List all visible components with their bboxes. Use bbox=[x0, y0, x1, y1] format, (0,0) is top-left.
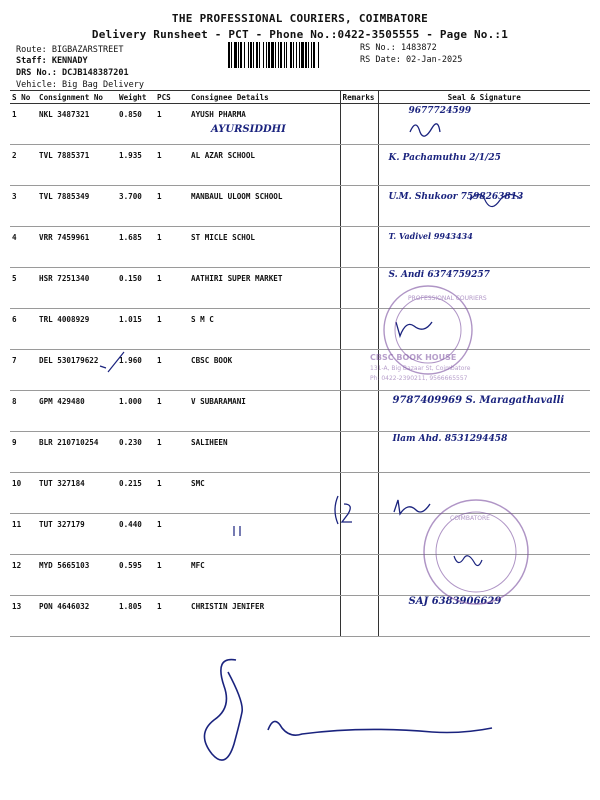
table-header bbox=[10, 91, 590, 104]
barcode-bar bbox=[266, 42, 267, 68]
barcode-bar bbox=[284, 42, 285, 68]
cell-sno: 8 bbox=[10, 391, 37, 432]
cell-consignee bbox=[189, 104, 340, 145]
cell-pcs: 1 bbox=[155, 514, 189, 555]
cell-remarks bbox=[340, 350, 378, 391]
cell-sno: 12 bbox=[10, 555, 37, 596]
table-row bbox=[10, 432, 590, 473]
cell-remarks bbox=[340, 555, 378, 596]
staff-label: Staff: KENNADY bbox=[16, 56, 88, 66]
cell-signature bbox=[378, 309, 590, 350]
table-row bbox=[10, 268, 590, 309]
cell-sno: 10 bbox=[10, 473, 37, 514]
cell-consignment: GPM 429480 bbox=[37, 391, 117, 432]
cell-pcs: 1 bbox=[155, 227, 189, 268]
cell-sno: 13 bbox=[10, 596, 37, 637]
cell-signature bbox=[378, 104, 590, 145]
col-weight: Weight bbox=[117, 91, 155, 104]
signature-note: K. Pachamuthu 2/1/25 bbox=[388, 153, 501, 163]
runsheet-title: Delivery Runsheet - PCT - Phone No.:0422-3505555 - Page No.:1 bbox=[91, 28, 509, 41]
cell-consignment: MYD 5665103 bbox=[37, 555, 117, 596]
cell-remarks bbox=[340, 145, 378, 186]
cell-consignee: MANBAUL ULOOM SCHOOL bbox=[189, 186, 340, 227]
signature-note: 9787409969 S. Maragathavalli bbox=[392, 395, 565, 406]
barcode-bar bbox=[271, 42, 274, 68]
barcode-bar bbox=[286, 42, 287, 68]
table-row bbox=[10, 104, 590, 145]
cell-remarks bbox=[340, 391, 378, 432]
cell-signature bbox=[378, 555, 590, 596]
bottom-signature bbox=[204, 660, 492, 761]
cell-sno: 2 bbox=[10, 145, 37, 186]
barcode-bar bbox=[318, 42, 319, 68]
col-consignment: Consignment No bbox=[37, 91, 117, 104]
barcode-bar bbox=[296, 42, 297, 68]
cell-pcs: 1 bbox=[155, 473, 189, 514]
drs-label: DRS No.: DCJB148387201 bbox=[16, 68, 129, 78]
cell-consignment: DEL 530179622 bbox=[37, 350, 117, 391]
rs-date: RS Date: 02-Jan-2025 bbox=[360, 55, 463, 65]
cell-consignment: TRL 4008929 bbox=[37, 309, 117, 350]
cell-consignment: NKL 3487321 bbox=[37, 104, 117, 145]
barcode-bar bbox=[250, 42, 252, 68]
cell-sno: 9 bbox=[10, 432, 37, 473]
cell-signature bbox=[378, 350, 590, 391]
cell-signature bbox=[378, 432, 590, 473]
handwritten-name: AYURSIDDHI bbox=[211, 124, 286, 135]
cell-remarks bbox=[340, 104, 378, 145]
cell-consignment: PON 4646032 bbox=[37, 596, 117, 637]
cell-weight: 0.150 bbox=[117, 268, 155, 309]
cell-pcs: 1 bbox=[155, 432, 189, 473]
cell-sno: 5 bbox=[10, 268, 37, 309]
consignee-name: AYUSH PHARMA bbox=[191, 110, 246, 119]
barcode-bar bbox=[244, 42, 245, 68]
cell-sno: 1 bbox=[10, 104, 37, 145]
cell-pcs: 1 bbox=[155, 596, 189, 637]
route-label: Route: BIGBAZARSTREET bbox=[16, 45, 124, 55]
cell-pcs: 1 bbox=[155, 555, 189, 596]
col-sno: S No bbox=[10, 91, 37, 104]
cell-consignee: SALIHEEN bbox=[189, 432, 340, 473]
cell-consignment: VRR 7459961 bbox=[37, 227, 117, 268]
cell-consignee: AL AZAR SCHOOL bbox=[189, 145, 340, 186]
signature-note: S. Andi 6374759257 bbox=[388, 270, 490, 280]
barcode-bar bbox=[259, 42, 260, 68]
barcode-bar bbox=[280, 42, 282, 68]
cell-consignee: S M C bbox=[189, 309, 340, 350]
table-row bbox=[10, 145, 590, 186]
cell-pcs: 1 bbox=[155, 186, 189, 227]
table-row bbox=[10, 473, 590, 514]
barcode-bar bbox=[311, 42, 312, 68]
table-row bbox=[10, 309, 590, 350]
barcode-bar bbox=[290, 42, 292, 68]
cell-signature bbox=[378, 391, 590, 432]
cell-consignment: TUT 327179 bbox=[37, 514, 117, 555]
signature-note: T. Vadivel 9943434 bbox=[388, 231, 473, 241]
cell-weight: 1.805 bbox=[117, 596, 155, 637]
cell-signature bbox=[378, 145, 590, 186]
cell-consignee bbox=[189, 514, 340, 555]
barcode-bar bbox=[278, 42, 279, 68]
cell-consignment: TUT 327184 bbox=[37, 473, 117, 514]
table-row bbox=[10, 555, 590, 596]
cell-consignee: SMC bbox=[189, 473, 340, 514]
svg-text:CBSC BOOK HOUSE: CBSC BOOK HOUSE bbox=[370, 353, 457, 362]
cell-weight: 0.230 bbox=[117, 432, 155, 473]
barcode-bar bbox=[240, 42, 242, 68]
cell-consignment: HSR 7251340 bbox=[37, 268, 117, 309]
cell-weight: 1.935 bbox=[117, 145, 155, 186]
cell-signature bbox=[378, 473, 590, 514]
barcode-bar bbox=[238, 42, 239, 68]
runsheet-table bbox=[10, 90, 590, 637]
cell-consignee: ST MICLE SCHOL bbox=[189, 227, 340, 268]
table-row bbox=[10, 227, 590, 268]
cell-consignment: TVL 7885349 bbox=[37, 186, 117, 227]
svg-text:Ph: 0422-2390211, 9566665557: Ph: 0422-2390211, 9566665557 bbox=[370, 375, 468, 382]
cell-consignee: V SUBARAMANI bbox=[189, 391, 340, 432]
svg-text:PROFESSIONAL COURIERS: PROFESSIONAL COURIERS bbox=[408, 295, 487, 302]
barcode-bar bbox=[301, 42, 304, 68]
cell-consignee: CBSC BOOK bbox=[189, 350, 340, 391]
barcode-bar bbox=[231, 42, 232, 68]
signature-note: U.M. Shukoor 7598263813 bbox=[388, 192, 524, 202]
cell-remarks bbox=[340, 473, 378, 514]
cell-sno: 7 bbox=[10, 350, 37, 391]
cell-remarks bbox=[340, 268, 378, 309]
cell-weight: 3.700 bbox=[117, 186, 155, 227]
cell-sno: 6 bbox=[10, 309, 37, 350]
cell-remarks bbox=[340, 186, 378, 227]
table-row bbox=[10, 391, 590, 432]
cell-weight: 0.215 bbox=[117, 473, 155, 514]
cell-signature bbox=[378, 227, 590, 268]
cell-weight: 0.850 bbox=[117, 104, 155, 145]
cell-weight: 1.015 bbox=[117, 309, 155, 350]
cell-sno: 11 bbox=[10, 514, 37, 555]
col-consignee: Consignee Details bbox=[189, 91, 340, 104]
barcode-icon bbox=[228, 42, 354, 68]
cell-remarks bbox=[340, 432, 378, 473]
signature-note: SAJ 6383906629 bbox=[408, 596, 502, 607]
cell-pcs: 1 bbox=[155, 145, 189, 186]
cell-signature bbox=[378, 596, 590, 637]
cell-consignee: CHRISTIN JENIFER bbox=[189, 596, 340, 637]
rs-number: RS No.: 1483872 bbox=[360, 43, 437, 53]
signature-note: 9677724599 bbox=[408, 106, 472, 116]
barcode-bar bbox=[268, 42, 270, 68]
barcode-bar bbox=[253, 42, 254, 68]
barcode-bar bbox=[299, 42, 300, 68]
table-row bbox=[10, 514, 590, 555]
cell-remarks bbox=[340, 514, 378, 555]
cell-sno: 3 bbox=[10, 186, 37, 227]
cell-pcs: 1 bbox=[155, 350, 189, 391]
vehicle-label: Vehicle: Big Bag Delivery bbox=[16, 80, 144, 90]
cell-consignee: AATHIRI SUPER MARKET bbox=[189, 268, 340, 309]
barcode-bar bbox=[313, 42, 315, 68]
cell-weight: 0.440 bbox=[117, 514, 155, 555]
barcode-bar bbox=[293, 42, 294, 68]
barcode-bar bbox=[263, 42, 264, 68]
cell-pcs: 1 bbox=[155, 391, 189, 432]
cell-sno: 4 bbox=[10, 227, 37, 268]
signature-note: Ilam Ahd. 8531294458 bbox=[392, 434, 508, 444]
table-row bbox=[10, 596, 590, 637]
cell-consignment: BLR 210710254 bbox=[37, 432, 117, 473]
cell-remarks bbox=[340, 596, 378, 637]
cell-signature bbox=[378, 514, 590, 555]
barcode-bar bbox=[305, 42, 307, 68]
company-title: THE PROFESSIONAL COURIERS, COIMBATORE bbox=[171, 12, 429, 25]
cell-consignment: TVL 7885371 bbox=[37, 145, 117, 186]
col-pcs: PCS bbox=[155, 91, 189, 104]
barcode-bar bbox=[248, 42, 249, 68]
cell-consignee: MFC bbox=[189, 555, 340, 596]
barcode-bar bbox=[228, 42, 230, 68]
cell-remarks bbox=[340, 227, 378, 268]
barcode-bar bbox=[234, 42, 237, 68]
cell-weight: 0.595 bbox=[117, 555, 155, 596]
cell-weight: 1.960 bbox=[117, 350, 155, 391]
table-row bbox=[10, 350, 590, 391]
cell-pcs: 1 bbox=[155, 268, 189, 309]
svg-text:131-A, Big Bazaar St, Coimbato: 131-A, Big Bazaar St, Coimbatore bbox=[370, 365, 471, 372]
cell-signature bbox=[378, 268, 590, 309]
svg-text:COIMBATORE: COIMBATORE bbox=[450, 515, 490, 522]
cell-signature bbox=[378, 186, 590, 227]
cell-weight: 1.000 bbox=[117, 391, 155, 432]
cell-pcs: 1 bbox=[155, 309, 189, 350]
table-row bbox=[10, 186, 590, 227]
cell-pcs: 1 bbox=[155, 104, 189, 145]
barcode-bar bbox=[308, 42, 309, 68]
barcode-bar bbox=[256, 42, 258, 68]
cell-weight: 1.685 bbox=[117, 227, 155, 268]
col-seal-signature: Seal & Signature bbox=[378, 91, 590, 104]
barcode-bar bbox=[275, 42, 276, 68]
cell-remarks bbox=[340, 309, 378, 350]
col-remarks: Remarks bbox=[340, 91, 378, 104]
